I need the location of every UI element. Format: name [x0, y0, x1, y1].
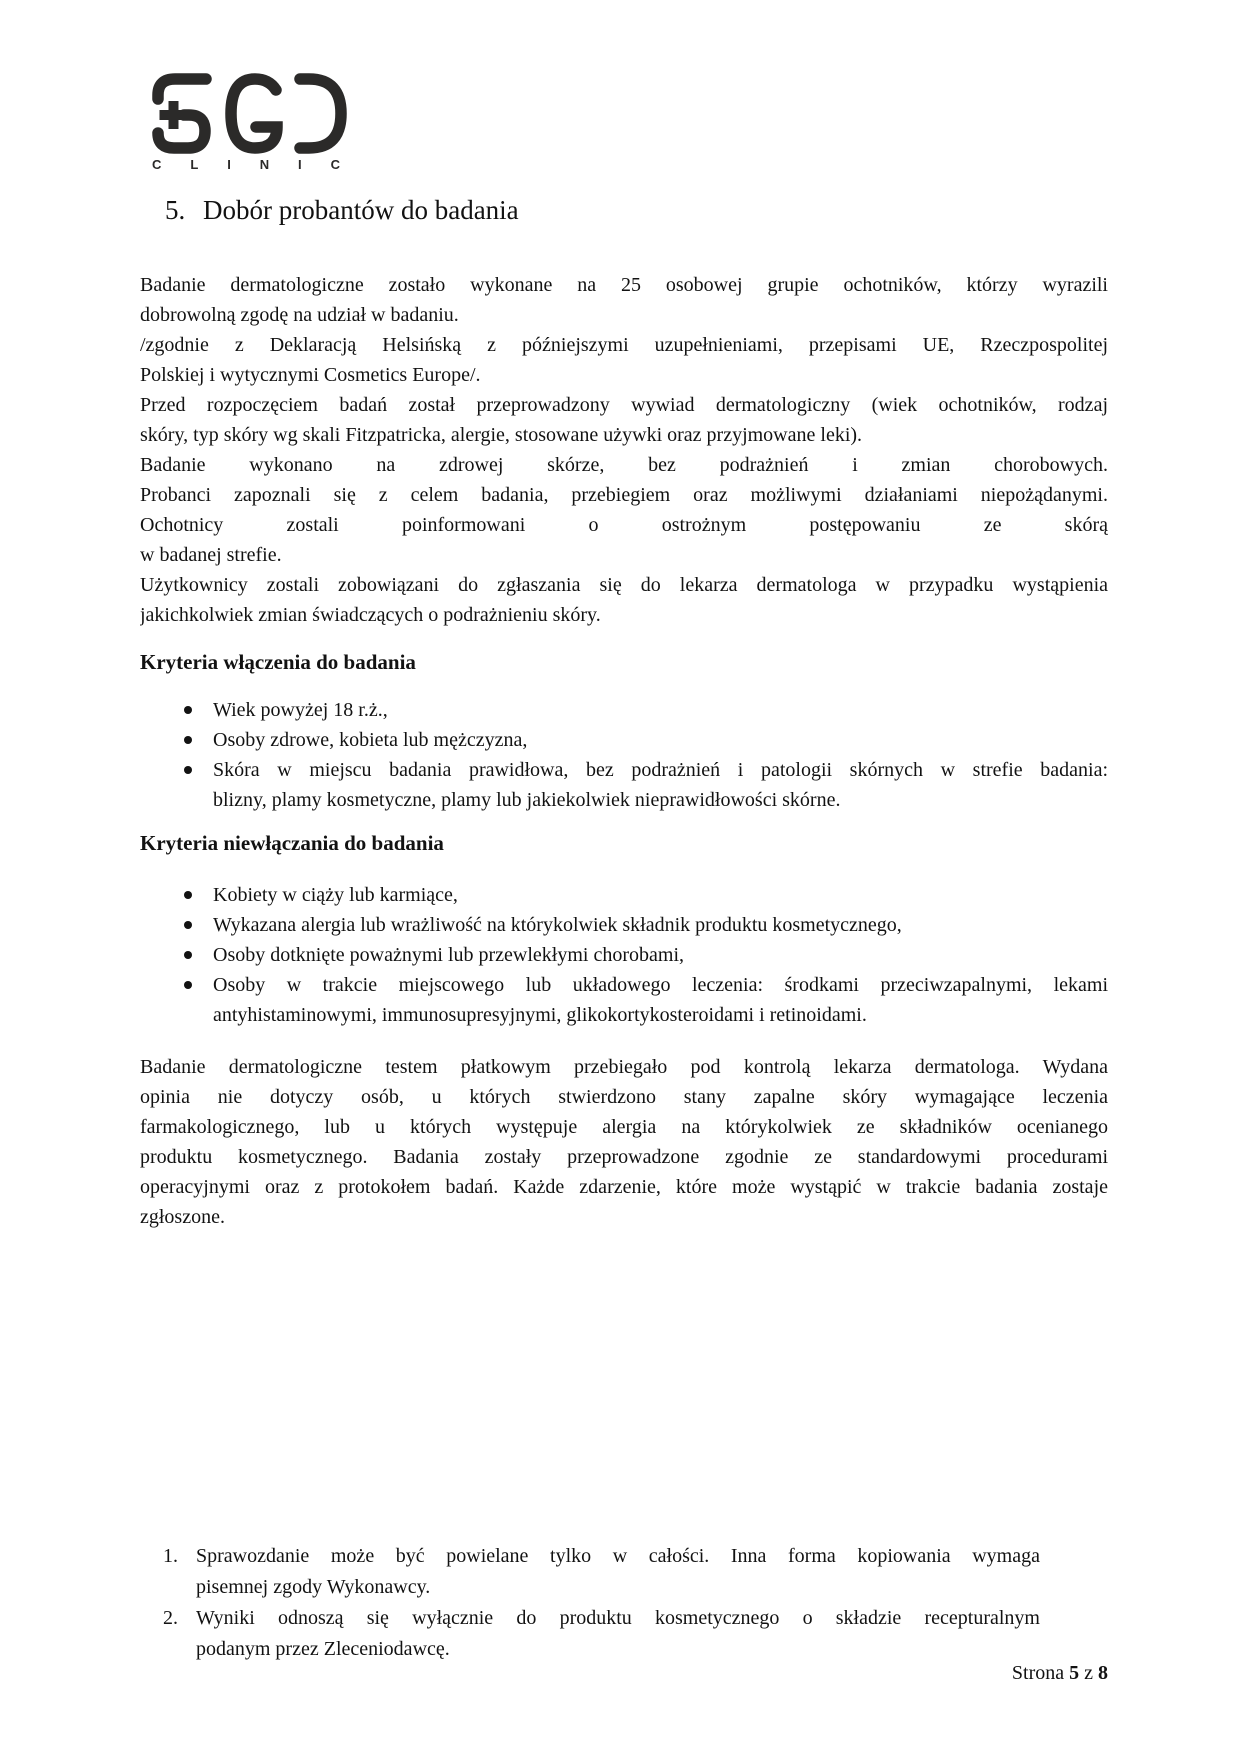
list-item: [140, 970, 1108, 1030]
heading-number: 5.: [165, 195, 186, 225]
text-line: jakichkolwiek zmian świadczących o podrażnieniu skóry.: [140, 604, 601, 626]
text-line: Wykazana alergia lub wrażliwość na którykolwiek składnik produktu kosmetycznego,: [213, 914, 902, 936]
page-number: [140, 1662, 1108, 1685]
text-line: dobrowolną zgodę na udział w badaniu.: [140, 304, 459, 326]
bullet-icon: [184, 891, 192, 899]
text-line: Sprawozdanie może być powielane tylko w całości. Inna forma kopiowania wymaga: [196, 1545, 1040, 1567]
document-body: [140, 270, 1108, 1232]
text-line: Użytkownicy zostali zobowiązani do zgłaszania się do lekarza dermatologa w przypadku wystąpienia: [140, 574, 1108, 596]
exclusion-criteria-list: [140, 880, 1108, 1030]
bullet-icon: [184, 951, 192, 959]
paragraph-healthy-skin: [140, 450, 1108, 570]
bullet-icon: [184, 706, 192, 714]
text-line: Polskiej i wytycznymi Cosmetics Europe/.: [140, 364, 481, 386]
logo-subtitle: CLINIC: [152, 157, 340, 171]
clinic-logo: [142, 66, 347, 176]
text-line: skóry, typ skóry wg skali Fitzpatricka, alergie, stosowane używki oraz przyjmowane leki).: [140, 424, 863, 446]
text-line: Wiek powyżej 18 r.ż.,: [213, 699, 388, 721]
paragraph-obligation: [140, 570, 1108, 630]
text-line: Osoby zdrowe, kobieta lub mężczyzna,: [213, 729, 528, 751]
text-line: Skóra w miejscu badania prawidłowa, bez podrażnień i patologii skórnych w strefie badania:: [213, 759, 1108, 781]
inclusion-criteria-title: Kryteria włączenia do badania: [140, 650, 416, 674]
list-item: [140, 880, 1108, 910]
heading-text: Dobór probantów do badania: [203, 195, 519, 225]
page-number-label: Strona: [1011, 1662, 1065, 1684]
text-line: blizny, plamy kosmetyczne, plamy lub jakiekolwiek nieprawidłowości skórne.: [213, 789, 841, 811]
bullet-icon: [184, 736, 192, 744]
text-line: produktu kosmetycznego. Badania zostały przeprowadzone zgodnie ze standardowymi procedurami: [140, 1146, 1108, 1168]
text-line: zgłoszone.: [140, 1206, 225, 1228]
text-line: antyhistaminowymi, immunosupresyjnymi, glikokortykosteroidami i retinoidami.: [213, 1004, 867, 1026]
section-heading: [165, 194, 519, 226]
footnote-item: [163, 1541, 1040, 1603]
page-number-separator: z: [1084, 1662, 1093, 1684]
text-line: Osoby w trakcie miejscowego lub układowego leczenia: środkami przeciwzapalnymi, lekami: [213, 974, 1108, 996]
text-line: pisemnej zgody Wykonawcy.: [196, 1576, 431, 1598]
text-line: Probanci zapoznali się z celem badania, przebiegiem oraz możliwymi działaniami niepożądanymi.: [140, 484, 1108, 506]
text-line: w badanej strefie.: [140, 544, 282, 566]
text-line: Badanie dermatologiczne testem płatkowym przebiegało pod kontrolą lekarza dermatologa. Wydana: [140, 1056, 1108, 1078]
list-item: [140, 725, 1108, 755]
text-line: farmakologicznego, lub u których występuje alergia na którykolwiek ze składników ocenianego: [140, 1116, 1108, 1138]
text-line: opinia nie dotyczy osób, u których stwierdzono stany zapalne skóry wymagające leczenia: [140, 1086, 1108, 1108]
bullet-icon: [184, 981, 192, 989]
bullet-icon: [184, 921, 192, 929]
list-item: [140, 755, 1108, 815]
text-line: Przed rozpoczęciem badań został przeprowadzony wywiad dermatologiczny (wiek ochotników, rodzaj: [140, 394, 1108, 416]
inclusion-criteria-list: [140, 695, 1108, 815]
paragraph-study-group: [140, 270, 1108, 330]
exclusion-criteria-title: Kryteria niewłączania do badania: [140, 831, 444, 855]
page-number-current: 5: [1069, 1662, 1080, 1684]
text-line: Kobiety w ciąży lub karmiące,: [213, 884, 458, 906]
text-line: Ochotnicy zostali poinformowani o ostrożnym postępowaniu ze skórą: [140, 514, 1108, 536]
paragraph-interview: [140, 390, 1108, 450]
footnote-number: 2.: [163, 1607, 178, 1629]
paragraph-declaration: [140, 330, 1108, 390]
sgd-logo-mark-icon: [142, 66, 347, 171]
text-line: Wyniki odnoszą się wyłącznie do produktu kosmetycznego o składzie recepturalnym: [196, 1607, 1040, 1629]
footnote-item: [163, 1603, 1040, 1665]
list-item: [140, 695, 1108, 725]
page-number-total: 8: [1098, 1662, 1108, 1684]
footnotes: [163, 1541, 1040, 1665]
text-line: operacyjnymi oraz z protokołem badań. Każde zdarzenie, które może wystąpić w trakcie badania zostaje: [140, 1176, 1108, 1198]
text-line: podanym przez Zleceniodawcę.: [196, 1638, 450, 1660]
bullet-icon: [184, 766, 192, 774]
text-line: Osoby dotknięte poważnymi lub przewlekłymi chorobami,: [213, 944, 685, 966]
text-line: Badanie wykonano na zdrowej skórze, bez podrażnień i zmian chorobowych.: [140, 454, 1108, 476]
paragraph-closing: [140, 1052, 1108, 1232]
footnote-number: 1.: [163, 1545, 178, 1567]
text-line: Badanie dermatologiczne zostało wykonane na 25 osobowej grupie ochotników, którzy wyrazili: [140, 274, 1108, 296]
list-item: [140, 940, 1108, 970]
text-line: /zgodnie z Deklaracją Helsińską z późniejszymi uzupełnieniami, przepisami UE, Rzeczpospolitej: [140, 334, 1108, 356]
list-item: [140, 910, 1108, 940]
